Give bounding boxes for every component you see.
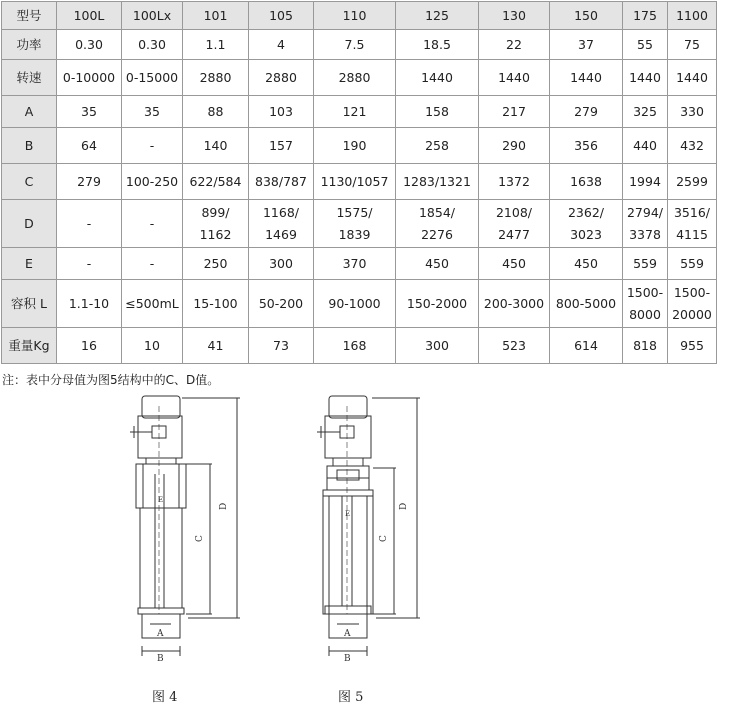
table-cell: 2880 bbox=[314, 60, 396, 96]
table-cell: - bbox=[122, 128, 183, 164]
table-cell: 100-250 bbox=[122, 164, 183, 200]
figure-4-caption: 图 4 bbox=[152, 690, 178, 705]
fig4-dim-c: C bbox=[195, 535, 205, 542]
table-note: 注：表中分母值为图5结构中的C、D值。 bbox=[2, 373, 220, 387]
row-label: B bbox=[2, 128, 57, 164]
table-cell: 1638 bbox=[550, 164, 623, 200]
table-cell: 100Lx bbox=[122, 2, 183, 30]
row-label: 重量Kg bbox=[2, 328, 57, 364]
table-cell: 1100 bbox=[668, 2, 717, 30]
table-row bbox=[2, 60, 717, 96]
table-cell: 300 bbox=[249, 248, 314, 280]
table-cell: 250 bbox=[183, 248, 249, 280]
table-cell: 1994 bbox=[623, 164, 668, 200]
table-row bbox=[2, 30, 717, 60]
table-cell: 55 bbox=[623, 30, 668, 60]
fig5-dim-b: B bbox=[344, 654, 351, 664]
table-cell: 110 bbox=[314, 2, 396, 30]
row-label: 转速 bbox=[2, 60, 57, 96]
table-cell: - bbox=[122, 248, 183, 280]
table-cell: 370 bbox=[314, 248, 396, 280]
table-row bbox=[2, 2, 717, 30]
row-label: 容积 L bbox=[2, 280, 57, 328]
table-cell: 1440 bbox=[623, 60, 668, 96]
table-cell: 10 bbox=[122, 328, 183, 364]
table-cell: 1.1-10 bbox=[57, 280, 122, 328]
table-cell: 90-1000 bbox=[314, 280, 396, 328]
table-cell: 75 bbox=[668, 30, 717, 60]
table-cell: 37 bbox=[550, 30, 623, 60]
row-label: C bbox=[2, 164, 57, 200]
table-cell: 0.30 bbox=[57, 30, 122, 60]
table-row bbox=[2, 200, 717, 248]
table-cell: 2794/ 3378 bbox=[623, 200, 668, 248]
fig5-dim-d: D bbox=[399, 502, 409, 510]
table-cell: 2108/ 2477 bbox=[479, 200, 550, 248]
fig5-dim-c: C bbox=[379, 535, 389, 542]
table-cell: 622/584 bbox=[183, 164, 249, 200]
table-cell: 121 bbox=[314, 96, 396, 128]
table-cell: 125 bbox=[396, 2, 479, 30]
table-cell: 168 bbox=[314, 328, 396, 364]
table-cell: 1854/ 2276 bbox=[396, 200, 479, 248]
table-cell: 0.30 bbox=[122, 30, 183, 60]
table-cell: 150 bbox=[550, 2, 623, 30]
row-label: E bbox=[2, 248, 57, 280]
table-cell: 800-5000 bbox=[550, 280, 623, 328]
table-cell: 614 bbox=[550, 328, 623, 364]
table-cell: 325 bbox=[623, 96, 668, 128]
table-cell: 1283/1321 bbox=[396, 164, 479, 200]
table-cell: 955 bbox=[668, 328, 717, 364]
figure-5-drawing bbox=[317, 396, 420, 656]
table-cell: 258 bbox=[396, 128, 479, 164]
table-row bbox=[2, 328, 717, 364]
fig5-dim-a: A bbox=[344, 629, 351, 639]
table-cell: 559 bbox=[623, 248, 668, 280]
table-cell: 1.1 bbox=[183, 30, 249, 60]
table-cell: 15-100 bbox=[183, 280, 249, 328]
table-cell: 330 bbox=[668, 96, 717, 128]
table-cell: 16 bbox=[57, 328, 122, 364]
table-cell: 50-200 bbox=[249, 280, 314, 328]
table-cell: 1575/ 1839 bbox=[314, 200, 396, 248]
table-cell: 35 bbox=[122, 96, 183, 128]
table-cell: - bbox=[57, 248, 122, 280]
table-cell: 1440 bbox=[396, 60, 479, 96]
table-cell: - bbox=[57, 200, 122, 248]
table-cell: 300 bbox=[396, 328, 479, 364]
table-cell: 64 bbox=[57, 128, 122, 164]
table-cell: 1500- 20000 bbox=[668, 280, 717, 328]
table-cell: 73 bbox=[249, 328, 314, 364]
fig4-dim-b: B bbox=[157, 654, 164, 664]
table-cell: 356 bbox=[550, 128, 623, 164]
table-cell: 105 bbox=[249, 2, 314, 30]
table-cell: 450 bbox=[396, 248, 479, 280]
figure-4-drawing bbox=[130, 396, 240, 656]
table-cell: 22 bbox=[479, 30, 550, 60]
table-cell: 279 bbox=[550, 96, 623, 128]
row-label: D bbox=[2, 200, 57, 248]
table-cell: 1372 bbox=[479, 164, 550, 200]
table-cell: 1440 bbox=[668, 60, 717, 96]
table-cell: 88 bbox=[183, 96, 249, 128]
table-cell: 2880 bbox=[183, 60, 249, 96]
fig5-dim-e: E bbox=[345, 510, 351, 518]
figure-5-caption: 图 5 bbox=[338, 690, 364, 705]
table-cell: 559 bbox=[668, 248, 717, 280]
table-cell: 200-3000 bbox=[479, 280, 550, 328]
table-cell: 101 bbox=[183, 2, 249, 30]
table-cell: 1168/ 1469 bbox=[249, 200, 314, 248]
table-cell: 818 bbox=[623, 328, 668, 364]
table-cell: 450 bbox=[550, 248, 623, 280]
table-cell: 1440 bbox=[479, 60, 550, 96]
table-cell: 290 bbox=[479, 128, 550, 164]
table-row bbox=[2, 164, 717, 200]
row-label: A bbox=[2, 96, 57, 128]
table-cell: 175 bbox=[623, 2, 668, 30]
table-cell: 4 bbox=[249, 30, 314, 60]
table-cell: 140 bbox=[183, 128, 249, 164]
table-cell: 18.5 bbox=[396, 30, 479, 60]
table-cell: 450 bbox=[479, 248, 550, 280]
table-cell: 440 bbox=[623, 128, 668, 164]
table-cell: 523 bbox=[479, 328, 550, 364]
table-cell: 899/ 1162 bbox=[183, 200, 249, 248]
table-cell: 2880 bbox=[249, 60, 314, 96]
table-cell: 1440 bbox=[550, 60, 623, 96]
table-cell: 150-2000 bbox=[396, 280, 479, 328]
table-row bbox=[2, 96, 717, 128]
table-cell: 103 bbox=[249, 96, 314, 128]
table-cell: 432 bbox=[668, 128, 717, 164]
table-cell: 35 bbox=[57, 96, 122, 128]
fig4-dim-d: D bbox=[219, 502, 229, 510]
table-cell: 7.5 bbox=[314, 30, 396, 60]
table-row bbox=[2, 128, 717, 164]
table-cell: 1500- 8000 bbox=[623, 280, 668, 328]
table-cell: 3516/ 4115 bbox=[668, 200, 717, 248]
row-label: 功率 bbox=[2, 30, 57, 60]
table-cell: ≤500mL bbox=[122, 280, 183, 328]
fig4-dim-e: E bbox=[158, 496, 164, 504]
row-label: 型号 bbox=[2, 2, 57, 30]
table-cell: 158 bbox=[396, 96, 479, 128]
table-cell: 838/787 bbox=[249, 164, 314, 200]
table-cell: 130 bbox=[479, 2, 550, 30]
table-row bbox=[2, 280, 717, 328]
pump-drawings bbox=[0, 384, 736, 705]
table-cell: - bbox=[122, 200, 183, 248]
table-cell: 41 bbox=[183, 328, 249, 364]
spec-table bbox=[1, 1, 717, 364]
table-cell: 1130/1057 bbox=[314, 164, 396, 200]
table-cell: 100L bbox=[57, 2, 122, 30]
table-cell: 190 bbox=[314, 128, 396, 164]
table-cell: 217 bbox=[479, 96, 550, 128]
fig4-dim-a: A bbox=[157, 629, 164, 639]
table-cell: 0-10000 bbox=[57, 60, 122, 96]
table-cell: 2362/ 3023 bbox=[550, 200, 623, 248]
table-cell: 2599 bbox=[668, 164, 717, 200]
table-cell: 157 bbox=[249, 128, 314, 164]
table-row bbox=[2, 248, 717, 280]
table-cell: 0-15000 bbox=[122, 60, 183, 96]
table-cell: 279 bbox=[57, 164, 122, 200]
